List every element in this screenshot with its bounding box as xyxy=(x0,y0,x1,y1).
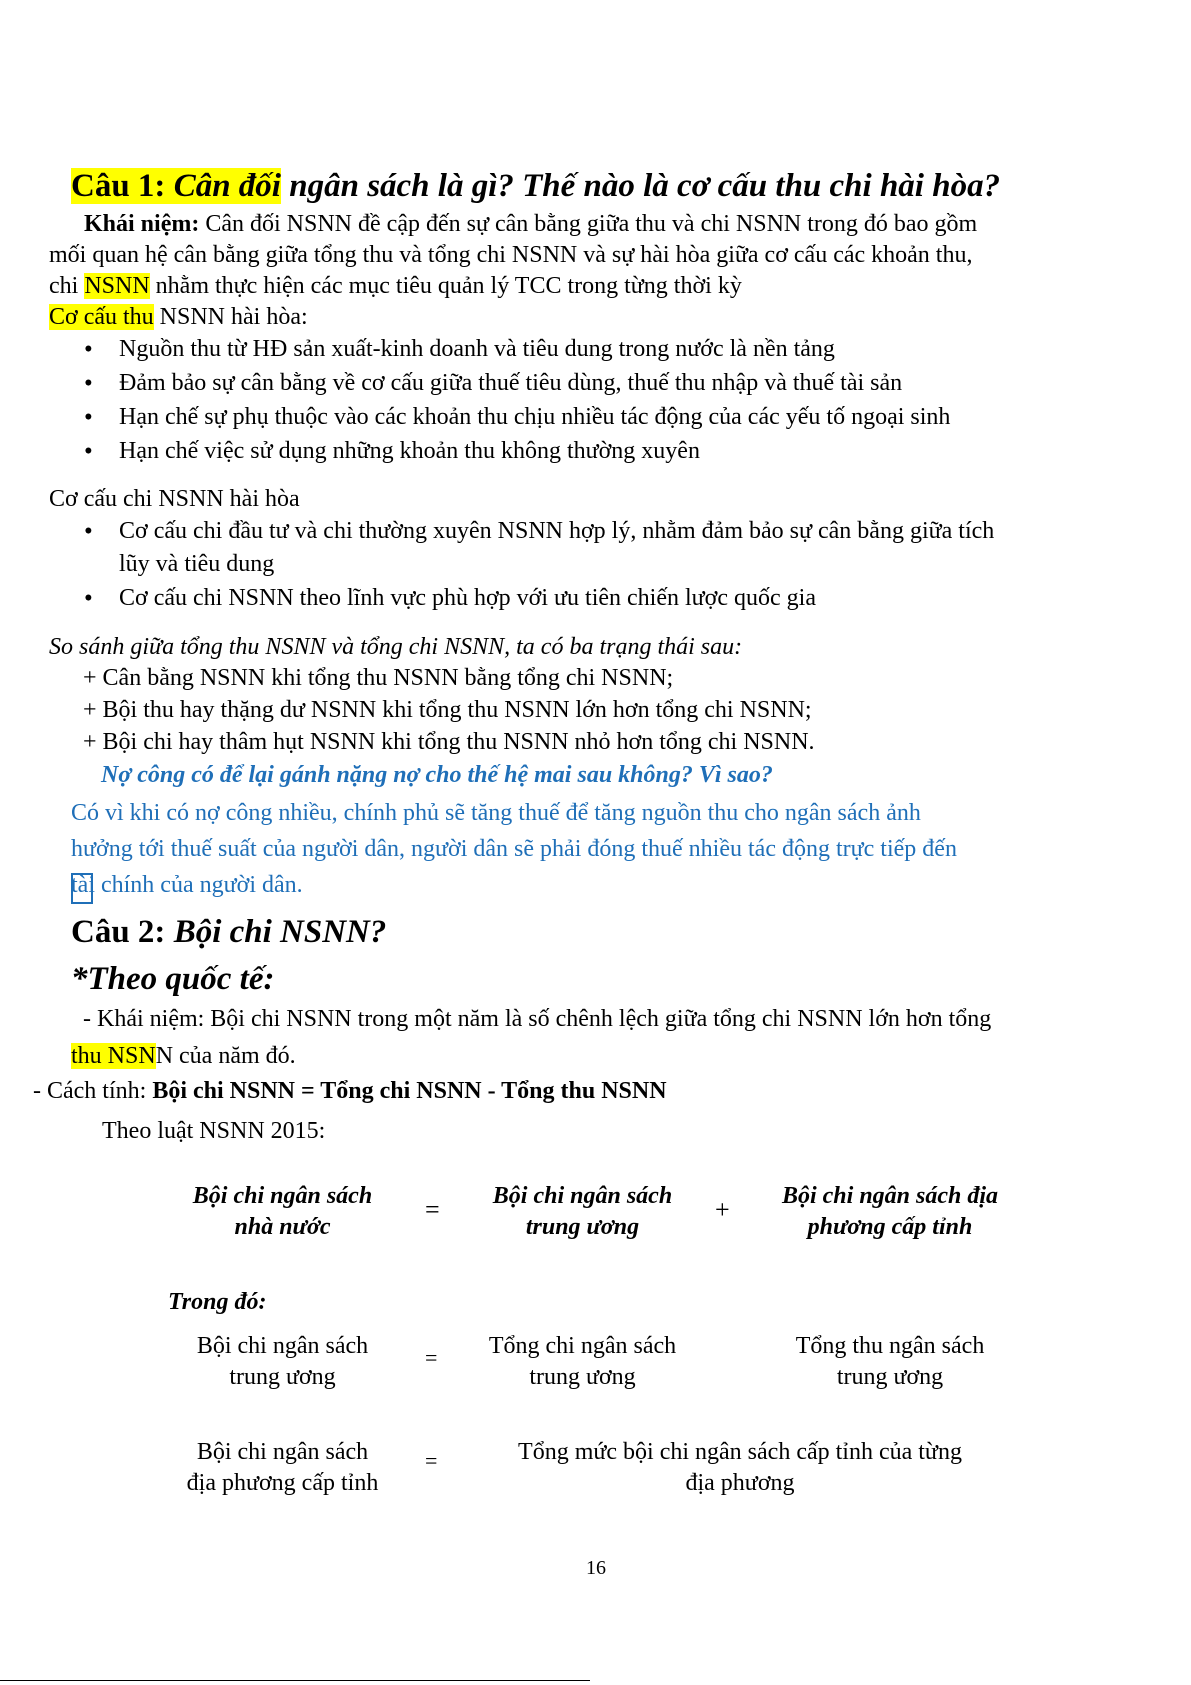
revenue-heading xyxy=(49,304,308,331)
f2-middle xyxy=(460,1331,705,1393)
f3-right-line1: Tổng mức bội chi ngân sách cấp tỉnh của từng xyxy=(518,1439,962,1465)
compare-item: + Bội chi hay thâm hụt NSNN khi tổng thu NSNN nhỏ hơn tổng chi NSNN. xyxy=(83,729,815,755)
f2-left xyxy=(160,1331,405,1393)
bullet-icon: • xyxy=(84,518,93,545)
f2-middle-line2: trung ương xyxy=(529,1364,636,1390)
calc-label: - Cách tính: xyxy=(33,1078,153,1104)
debt-answer-line: tài chính của người dân. xyxy=(71,872,303,898)
q1-concept-label: Khái niệm: xyxy=(84,211,200,237)
debt-question: Nợ công có để lại gánh nặng nợ cho thế hệ mai sau không? Vì sao? xyxy=(101,762,773,788)
q1-title-rest: ngân sách là gì? Thế nào là cơ cấu thu chi hài hòa? xyxy=(280,168,1001,204)
bullet-icon: • xyxy=(84,585,93,612)
q2-concept-line2 xyxy=(71,1043,296,1070)
revenue-item: Hạn chế sự phụ thuộc vào các khoản thu chịu nhiều tác động của các yếu tố ngoại sinh xyxy=(119,404,951,430)
f2-equals: = xyxy=(425,1345,438,1370)
f3-left xyxy=(160,1437,405,1499)
revenue-heading-highlight: Cơ cấu thu xyxy=(49,304,154,330)
f1-left-line2: nhà nước xyxy=(234,1214,331,1240)
where-label: Trong đó: xyxy=(168,1289,267,1315)
f1-plus: + xyxy=(715,1195,730,1224)
f2-right xyxy=(765,1331,1015,1393)
q2-label: Câu 2: xyxy=(71,914,166,950)
f1-middle xyxy=(460,1181,705,1243)
q2-concept-line1: - Khái niệm: Bội chi NSNN trong một năm là số chênh lệch giữa tổng chi NSNN lớn hơn tổng xyxy=(83,1006,992,1032)
text-cursor-box xyxy=(71,873,93,904)
f1-left xyxy=(160,1181,405,1243)
q2-title: Bội chi NSNN? xyxy=(173,914,387,950)
bullet-icon: • xyxy=(84,370,93,397)
q1-concept-text1: Cân đối NSNN đề cập đến sự cân bằng giữa thu và chi NSNN trong đó bao gồm xyxy=(199,211,978,237)
f1-right-line1: Bội chi ngân sách địa xyxy=(781,1183,999,1209)
compare-item: + Cân bằng NSNN khi tổng thu NSNN bằng tổng chi NSNN; xyxy=(83,665,674,691)
compare-item: + Bội thu hay thặng dư NSNN khi tổng thu NSNN lớn hơn tổng chi NSNN; xyxy=(83,697,812,723)
f2-left-line2: trung ương xyxy=(229,1364,336,1390)
page-number: 16 xyxy=(586,1557,606,1579)
f1-right xyxy=(745,1181,1035,1243)
q1-concept-highlight: NSNN xyxy=(84,273,150,299)
f2-left-line1: Bội chi ngân sách xyxy=(196,1333,369,1359)
f1-equals: = xyxy=(425,1195,440,1224)
q1-title-highlight: Cân đối xyxy=(173,168,281,204)
f3-left-line2: địa phương cấp tỉnh xyxy=(186,1470,379,1496)
revenue-item: Nguồn thu từ HĐ sản xuất-kinh doanh và tiêu dung trong nước là nền tảng xyxy=(119,336,835,362)
expenditure-heading: Cơ cấu chi NSNN hài hòa xyxy=(49,486,300,512)
q1-concept-line2: mối quan hệ cân bằng giữa tổng thu và tổng chi NSNN và sự hài hòa giữa cơ cấu các khoản thu, xyxy=(49,242,973,268)
f2-right-line2: trung ương xyxy=(836,1364,944,1390)
f1-left-line1: Bội chi ngân sách xyxy=(192,1183,373,1209)
calc-formula: Bội chi NSNN = Tổng chi NSNN - Tổng thu NSNN xyxy=(152,1078,667,1104)
f1-middle-line1: Bội chi ngân sách xyxy=(492,1183,673,1209)
q1-label: Câu 1: xyxy=(71,168,166,204)
q1-heading xyxy=(71,168,1000,205)
f1-right-line2: phương cấp tỉnh xyxy=(807,1214,973,1240)
compare-intro: So sánh giữa tổng thu NSNN và tổng chi NSNN, ta có ba trạng thái sau: xyxy=(49,634,743,660)
calc-line xyxy=(33,1078,667,1105)
bullet-icon: • xyxy=(84,404,93,431)
q1-concept-text3a: chi xyxy=(49,273,85,299)
f3-right-line2: địa phương xyxy=(685,1470,795,1496)
q1-concept-text3b: nhằm thực hiện các mục tiêu quản lý TCC trong từng thời kỳ xyxy=(149,273,742,299)
law-line: Theo luật NSNN 2015: xyxy=(102,1118,326,1144)
bullet-icon: • xyxy=(84,336,93,363)
expenditure-item2: Cơ cấu chi NSNN theo lĩnh vực phù hợp với ưu tiên chiến lược quốc gia xyxy=(119,585,816,611)
revenue-item: Hạn chế việc sử dụng những khoản thu không thường xuyên xyxy=(119,438,700,464)
revenue-item: Đảm bảo sự cân bằng về cơ cấu giữa thuế tiêu dùng, thuế thu nhập và thuế tài sản xyxy=(119,370,903,396)
debt-answer-line: Có vì khi có nợ công nhiều, chính phủ sẽ tăng thuế để tăng nguồn thu cho ngân sách ảnh xyxy=(71,800,921,826)
f3-left-line1: Bội chi ngân sách xyxy=(196,1439,369,1465)
f2-middle-line1: Tổng chi ngân sách xyxy=(488,1333,677,1359)
f1-middle-line2: trung ương xyxy=(525,1214,640,1240)
bullet-icon: • xyxy=(84,438,93,465)
f3-equals: = xyxy=(425,1448,438,1473)
q2-concept-highlight: thu NSN xyxy=(71,1043,156,1069)
f2-right-line1: Tổng thu ngân sách xyxy=(795,1333,985,1359)
footer-divider xyxy=(0,1680,590,1681)
q2-international: *Theo quốc tế: xyxy=(71,961,275,997)
revenue-heading-rest: NSNN hài hòa: xyxy=(153,304,308,330)
q1-concept-line3 xyxy=(49,273,742,300)
debt-answer-line: hưởng tới thuế suất của người dân, người dân sẽ phải đóng thuế nhiều tác động trực tiếp đến xyxy=(71,836,957,862)
q2-concept-rest: N của năm đó. xyxy=(155,1043,296,1069)
expenditure-item1-line1: Cơ cấu chi đầu tư và chi thường xuyên NSNN hợp lý, nhằm đảm bảo sự cân bằng giữa tích xyxy=(119,518,995,544)
f3-right xyxy=(470,1437,1010,1499)
expenditure-item1-line2: lũy và tiêu dung xyxy=(119,551,275,577)
q2-heading xyxy=(71,914,386,951)
q1-concept-line1 xyxy=(84,211,977,238)
